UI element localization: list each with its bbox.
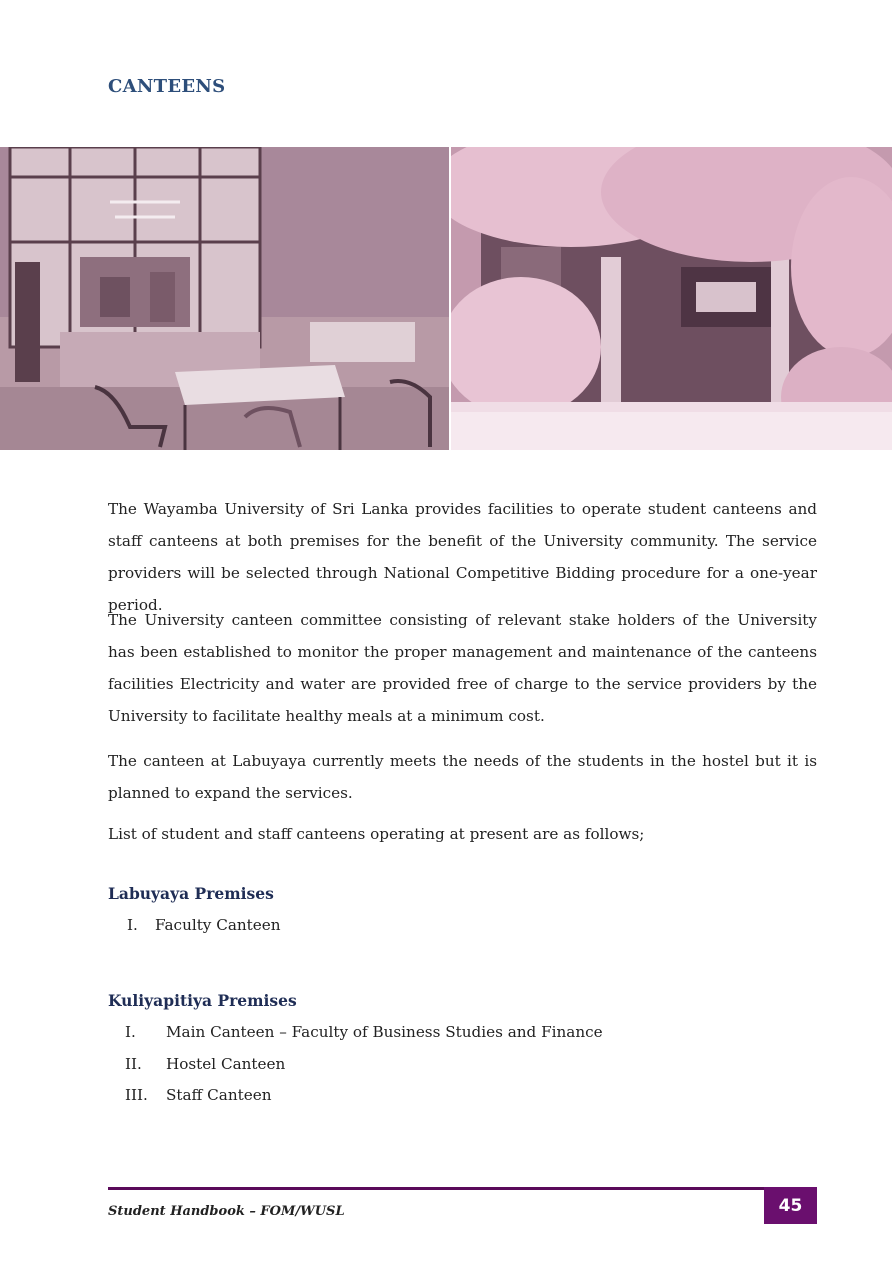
- labuyaya-paragraph: The canteen at Labuyaya currently meets the needs of the students in the hostel but it is planned to expand the services.: [108, 752, 817, 802]
- list-intro-paragraph: List of student and staff canteens operating at present are as follows;: [108, 825, 645, 843]
- footer-text: Student Handbook – FOM/WUSL: [108, 1204, 345, 1219]
- list-item-label: Staff Canteen: [166, 1086, 272, 1104]
- list-item-number: I.: [127, 916, 138, 934]
- photo-banner: [0, 147, 892, 450]
- list-item-label: Hostel Canteen: [166, 1055, 286, 1073]
- list-item-label: Faculty Canteen: [155, 916, 281, 934]
- intro-paragraph: The Wayamba University of Sri Lanka provides facilities to operate student canteens and staff canteens at both premises for the benefit of the University community. The service providers will be selected through National Competitive Bidding procedure for a one-year period.: [108, 500, 817, 614]
- list-item-label: Main Canteen – Faculty of Business Studies and Finance: [166, 1023, 603, 1041]
- canteen-exterior-photo: [451, 147, 892, 450]
- page-number: 45: [764, 1187, 817, 1224]
- footer-rule: [108, 1187, 764, 1190]
- committee-paragraph: The University canteen committee consisting of relevant stake holders of the University has been established to monitor the proper management and maintenance of the canteens facilities Electricity and water are provided free of charge to the service providers by the University to facilitate healthy meals at a minimum cost.: [108, 611, 817, 725]
- list-item-number: II.: [125, 1055, 142, 1073]
- page-title: CANTEENS: [108, 76, 226, 97]
- canteen-interior-photo: [0, 147, 449, 450]
- list-item-number: III.: [125, 1086, 148, 1104]
- list-item-number: I.: [125, 1023, 136, 1041]
- section-heading-labuyaya: Labuyaya Premises: [108, 884, 274, 903]
- section-heading-kuliyapitiya: Kuliyapitiya Premises: [108, 991, 297, 1010]
